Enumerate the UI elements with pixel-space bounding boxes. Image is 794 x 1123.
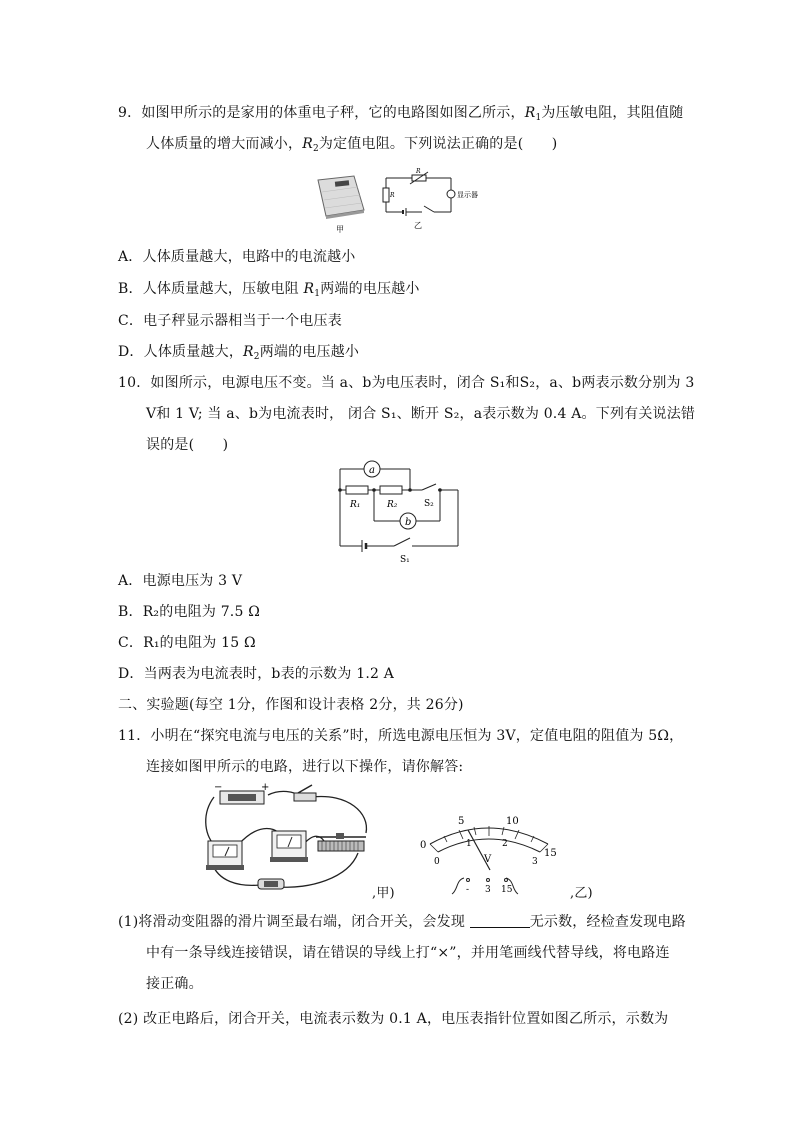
voltmeter-image (206, 841, 244, 870)
scale-top-0: 0 (420, 840, 427, 851)
r1-subscript-b: 1 (314, 289, 321, 299)
unit-v: V (484, 854, 492, 865)
q11-part1-text-b: 无示数，经检查发现电路 (529, 914, 686, 930)
meter-a-label: a (369, 465, 375, 476)
r1-subscript: 1 (535, 113, 542, 123)
q10-option-b: B．R₂的电阻为 7.5 Ω (118, 604, 261, 620)
scale-image (318, 176, 364, 219)
terminal-15: 15 (501, 885, 513, 895)
q11-part1-text-a: (1)将滑动变阻器的滑片调至最右端，闭合开关，会发现 (118, 914, 470, 930)
r2-subscript: 2 (312, 144, 319, 154)
answer-blank[interactable] (470, 913, 530, 928)
fig-label-jia: 甲 (336, 225, 344, 234)
q9-option-c: C．电子秤显示器相当于一个电压表 (118, 313, 342, 329)
resistor-image (258, 879, 284, 889)
q9-r2-label: R (390, 192, 395, 199)
q9-option-b-text: B．人体质量越大，压敏电阻 (118, 281, 304, 297)
q9-option-b-text2: 两端的电压越小 (320, 281, 420, 297)
q11-line2: 连接如图甲所示的电路，进行以下操作，请你解答: (146, 759, 464, 775)
q9-text-d: 为定值电阻。下列说法正确的是( ) (318, 136, 558, 152)
q10-option-a: A．电源电压为 3 V (118, 573, 243, 589)
r2-label: R₂ (387, 500, 398, 510)
rheostat-image (316, 833, 366, 851)
q11-part2-line1: (2) 改正电路后，闭合开关，电流表示数为 0.1 A，电压表指针位置如图乙所示，示数为 (118, 1011, 669, 1027)
ammeter-image (270, 831, 308, 862)
scale-bottom-3: 3 (532, 857, 538, 867)
display-label: 显示器 (457, 191, 478, 199)
scale-top-5: 5 (458, 816, 465, 827)
q11-part1-line2: 中有一条导线连接错误，请在错误的导线上打“×”，并用笔画线代替导线，将电路连 (146, 945, 670, 961)
terminal-3: 3 (485, 885, 491, 895)
r2-symbol-d: R (243, 344, 254, 360)
q9-option-d-text: D．人体质量越大， (118, 344, 244, 360)
fig-caption-jia: ,甲) (372, 886, 395, 901)
scale-bottom-0: 0 (434, 857, 440, 867)
r2-subscript-d: 2 (253, 352, 260, 362)
q9-option-d (118, 342, 359, 362)
q10-circuit (330, 456, 470, 568)
q9-text-a: 如图甲所示的是家用的体重电子秤，它的电路图如图乙所示， (141, 105, 525, 121)
q9-number: 9． (118, 105, 142, 121)
switch-image (294, 785, 316, 801)
meter-b-label: b (405, 517, 412, 528)
scale-bottom-1: 1 (466, 839, 472, 849)
q9-text-b: 为压敏电阻，其阻值随 (541, 105, 684, 121)
q9-option-b (118, 279, 420, 299)
r1-label: R₁ (350, 500, 361, 510)
q9-option-a: A．人体质量越大，电路中的电流越小 (118, 249, 356, 265)
s2-label: S₂ (424, 499, 434, 509)
q9-line1 (118, 103, 683, 123)
r1-symbol-b: R (303, 281, 315, 297)
section-heading: 二、实验题(每空 1分，作图和设计表格 2分，共 26分) (118, 697, 464, 713)
q10-option-c: C．R₁的电阻为 15 Ω (118, 635, 256, 651)
scale-top-15: 15 (544, 848, 557, 859)
svg-text:+: + (261, 783, 270, 793)
q10-line3: 误的是( ) (146, 437, 229, 453)
s1-label: S₁ (400, 555, 410, 565)
q10-option-d: D．当两表为电流表时，b表的示数为 1.2 A (118, 666, 395, 682)
scale-bottom-2: 2 (502, 839, 508, 849)
q11-line1: 11．小明在“探究电流与电压的关系”时，所选电源电压恒为 3V，定值电阻的阻值为 5Ω， (118, 728, 684, 744)
scale-top-10: 10 (506, 816, 519, 827)
terminal-minus: - (466, 885, 470, 895)
voltmeter-dial-figure (416, 808, 566, 900)
fig-caption-yi: ,乙) (570, 886, 593, 901)
r1-symbol: R (524, 105, 536, 121)
q9-text-c: 人体质量的增大而减小， (146, 136, 303, 152)
q10-line2: V和 1 V; 当 a、b为电流表时， 闭合 S₁、断开 S₂，a表示数为 0.4 A。下列有关说法错 (146, 406, 696, 422)
q11-part1-line3: 接正确。 (146, 976, 203, 992)
q9-line2 (146, 134, 557, 154)
r2-symbol: R (302, 136, 313, 152)
fig-label-yi: 乙 (414, 221, 422, 230)
q9-figure (306, 166, 496, 236)
svg-text:−: − (214, 783, 223, 793)
q9-r1-label: R (416, 168, 421, 175)
q9-option-d-text2: 两端的电压越小 (259, 344, 360, 360)
q11-part1-line1 (118, 912, 686, 932)
q10-line1: 10．如图所示，电源电压不变。当 a、b为电压表时，闭合 S₁和S₂，a、b两表示数分别为 3 (118, 375, 695, 391)
